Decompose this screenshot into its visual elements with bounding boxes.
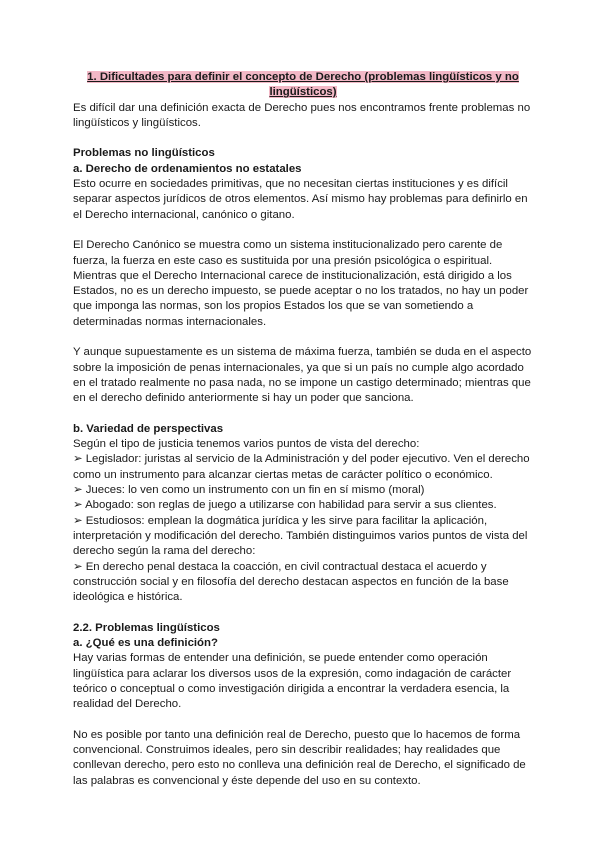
paragraph-sociedades: Esto ocurre en sociedades primitivas, que no necesitan ciertas instituciones y es difícil separar aspectos jurídicos de otros elementos. Así mismo hay problemas para definirlo en el Derecho internacional, canónico o gitano. — [73, 178, 528, 221]
list-item-jueces: ➢ Jueces: lo ven como un instrumento con un fin en sí mismo (moral) — [73, 484, 425, 497]
paragraph-convencional: No es posible por tanto una definición real de Derecho, puesto que lo hacemos de forma convencional. Construimos ideales, pero sin describir realidades; hay realidades que conllevan derecho, pero esto no conlleva una definición real de Derecho, el significado de las palabras es convencional y éste depende del uso en su contexto. — [73, 728, 526, 787]
list-item-abogado: ➢ Abogado: son reglas de juego a utilizarse con habilidad para servir a sus clientes. — [73, 499, 497, 512]
subsection-heading-perspectivas: b. Variedad de perspectivas — [73, 422, 224, 435]
subsection-heading-ordenamientos: a. Derecho de ordenamientos no estatales — [73, 162, 302, 175]
title-line-1: 1. Dificultades para definir el concepto de Derecho (problemas lingüísticos y no — [87, 71, 519, 83]
list-item-legislador: ➢ Legislador: juristas al servicio de la Administración y del poder ejecutivo. Ven el derecho como un instrumento para alcanzar ciertas metas de carácter político o económico. — [73, 453, 530, 481]
paragraph-formas-definicion: Hay varias formas de entender una definición, se puede entender como operación lingüística para aclarar los diversos usos de la expresión, como indagación de carácter teórico o conceptual o como investigación dirigida a encontrar la verdadera esencia, la realidad del Derecho. — [73, 652, 512, 711]
intro-paragraph: Es difícil dar una definición exacta de Derecho pues nos encontramos frente problemas no lingüísticos y lingüísticos. — [73, 101, 531, 129]
paragraph-maxima-fuerza: Y aunque supuestamente es un sistema de máxima fuerza, también se duda en el aspecto sobre la imposición de penas internacionales, ya que si un país no cumple algo acordado en el tratado realmente no pasa nada, no se impone un castigo determinado; mientras que en el derecho definido anteriormente si hay un poder que sanciona. — [73, 346, 532, 405]
document-page — [73, 70, 533, 789]
document-title — [73, 70, 533, 101]
list-item-ramas: ➢ En derecho penal destaca la coacción, en civil contractual destaca el acuerdo y construcción social y en filosofía del derecho destacan aspectos en función de la base ideológica e histórica. — [73, 560, 509, 604]
section-heading-no-linguisticos: Problemas no lingüísticos — [73, 147, 215, 160]
list-item-estudiosos: ➢ Estudiosos: emplean la dogmática jurídica y les sirve para facilitar la aplicación, interpretación y modificación del derecho. También distinguimos varios puntos de vista del derecho según la rama del derecho: — [73, 514, 528, 558]
subsection-heading-definicion: a. ¿Qué es una definición? — [73, 636, 218, 649]
title-line-2: lingüísticos) — [269, 86, 337, 99]
section-heading-linguisticos: 2.2. Problemas lingüísticos — [73, 621, 220, 634]
paragraph-canonico: El Derecho Canónico se muestra como un sistema institucionalizado pero carente de fuerza, la fuerza en este caso es sustituida por una presión psicológica o espiritual. Mientras que el Derecho Internacional carece de institucionalización, está dirigido a los Estados, no es un derecho impuesto, se puede aceptar o no los tratados, no hay un poder que imponga las normas, son los propios Estados los que se van sometiendo a determinadas normas internacionales. — [73, 239, 529, 328]
paragraph-tipo-justicia: Según el tipo de justicia tenemos varios puntos de vista del derecho: — [73, 438, 420, 451]
